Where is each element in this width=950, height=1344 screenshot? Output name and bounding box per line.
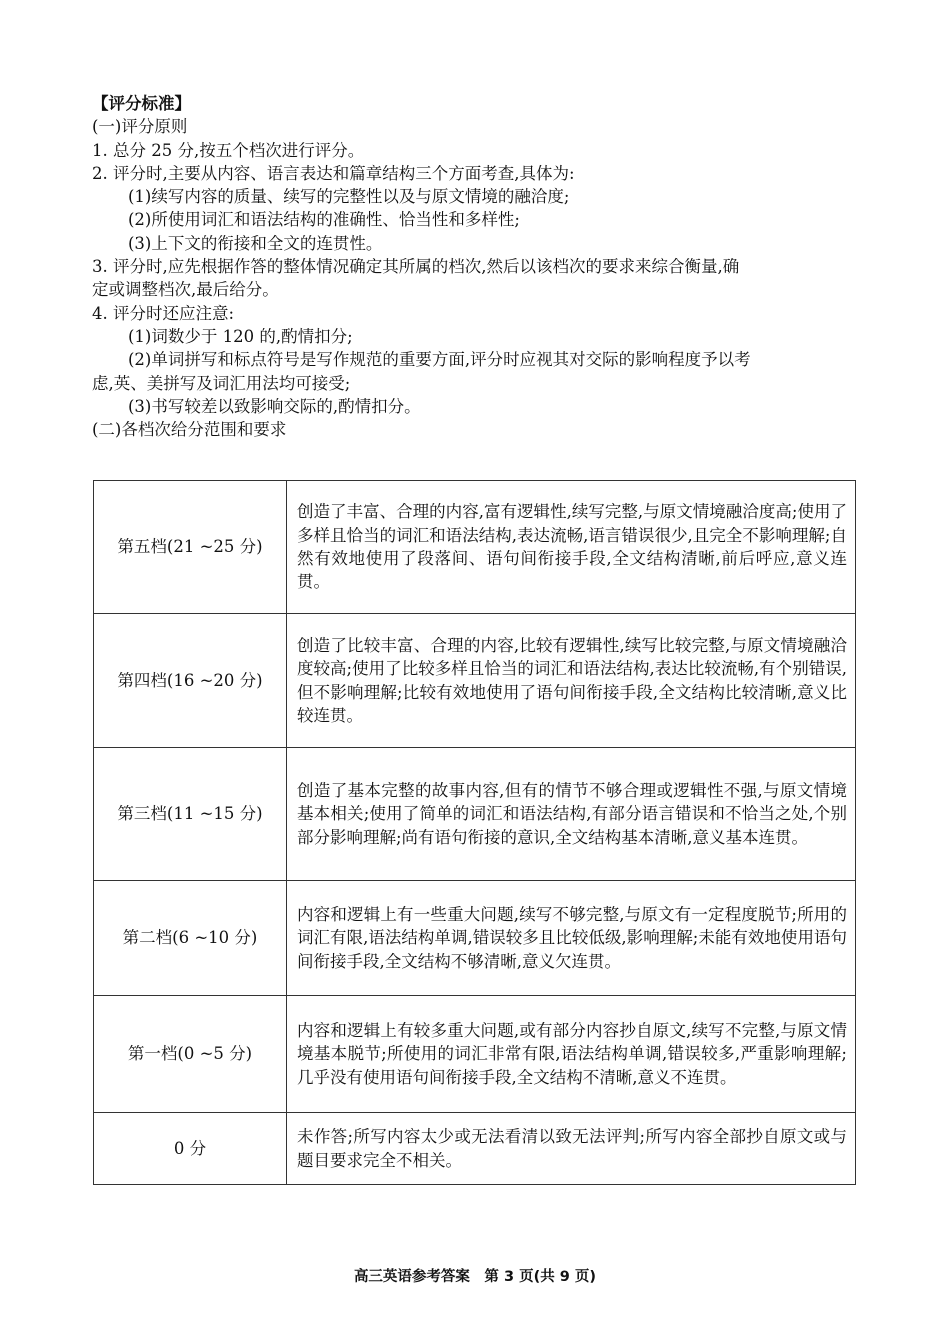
table-row <box>94 614 856 748</box>
section-title: 【评分标准】 <box>92 94 191 113</box>
table-row <box>94 481 856 614</box>
level-label: 第三档(11 ~15 分) <box>94 748 287 881</box>
level-description: 创造了基本完整的故事内容,但有的情节不够合理或逻辑性不强,与原文情境基本相关;使用了简单的词汇和语法结构,有部分语言错误和不恰当之处,个别部分影响理解;尚有语句衔接的意识,全文结构基本清晰,意义基本连贯。 <box>287 748 856 881</box>
page-footer: 高三英语参考答案 第 3 页(共 9 页) <box>353 1269 597 1285</box>
principle-3-line-1: 3. 评分时,应先根据作答的整体情况确定其所属的档次,然后以该档次的要求来综合衡量,确 <box>92 257 740 277</box>
level-description: 未作答;所写内容太少或无法看清以致无法评判;所写内容全部抄自原文或与题目要求完全不相关。 <box>287 1113 856 1185</box>
principle-2-item-2: (2)所使用词汇和语法结构的准确性、恰当性和多样性; <box>128 210 520 230</box>
principle-2-item-3: (3)上下文的衔接和全文的连贯性。 <box>128 233 383 253</box>
levels-heading: (二)各档次给分范围和要求 <box>92 420 287 440</box>
level-label: 第四档(16 ~20 分) <box>94 614 287 748</box>
scoring-criteria-section <box>92 92 860 441</box>
level-description: 创造了丰富、合理的内容,富有逻辑性,续写完整,与原文情境融洽度高;使用了多样且恰当的词汇和语法结构,表达流畅,语言错误很少,且完全不影响理解;自然有效地使用了段落间、语句间衔接手段,全文结构清晰,前后呼应,意义连贯。 <box>287 481 856 614</box>
level-description: 内容和逻辑上有一些重大问题,续写不够完整,与原文有一定程度脱节;所用的词汇有限,语法结构单调,错误较多且比较低级,影响理解;未能有效地使用语句间衔接手段,全文结构不够清晰,意义欠连贯。 <box>287 881 856 996</box>
principles-heading: (一)评分原则 <box>92 117 188 137</box>
principle-4-item-2-line-1: (2)单词拼写和标点符号是写作规范的重要方面,评分时应视其对交际的影响程度予以考 <box>128 350 751 370</box>
principle-4-item-2-line-2: 虑,英、美拼写及词汇用法均可接受; <box>92 373 351 393</box>
table-row <box>94 1113 856 1185</box>
level-label: 0 分 <box>94 1113 287 1185</box>
principle-2-item-1: (1)续写内容的质量、续写的完整性以及与原文情境的融洽度; <box>128 187 570 207</box>
table-row <box>94 748 856 881</box>
level-description: 内容和逻辑上有较多重大问题,或有部分内容抄自原文,续写不完整,与原文情境基本脱节;所使用的词汇非常有限,语法结构单调,错误较多,严重影响理解;几乎没有使用语句间衔接手段,全文结构不清晰,意义不连贯。 <box>287 996 856 1113</box>
principle-4-item-3: (3)书写较差以致影响交际的,酌情扣分。 <box>128 396 421 416</box>
level-label: 第五档(21 ~25 分) <box>94 481 287 614</box>
principle-4-item-1: (1)词数少于 120 的,酌情扣分; <box>128 326 353 346</box>
principle-1: 1. 总分 25 分,按五个档次进行评分。 <box>92 140 365 160</box>
level-label: 第二档(6 ~10 分) <box>94 881 287 996</box>
level-label: 第一档(0 ~5 分) <box>94 996 287 1113</box>
scoring-levels-table <box>93 480 856 1185</box>
principle-2: 2. 评分时,主要从内容、语言表达和篇章结构三个方面考查,具体为: <box>92 163 575 183</box>
table-row <box>94 996 856 1113</box>
table-row <box>94 881 856 996</box>
level-description: 创造了比较丰富、合理的内容,比较有逻辑性,续写比较完整,与原文情境融洽度较高;使用了比较多样且恰当的词汇和语法结构,表达比较流畅,有个别错误,但不影响理解;比较有效地使用了语句间衔接手段,全文结构比较清晰,意义比较连贯。 <box>287 614 856 748</box>
principle-4: 4. 评分时还应注意: <box>92 303 235 323</box>
principle-3-line-2: 定或调整档次,最后给分。 <box>92 280 279 300</box>
